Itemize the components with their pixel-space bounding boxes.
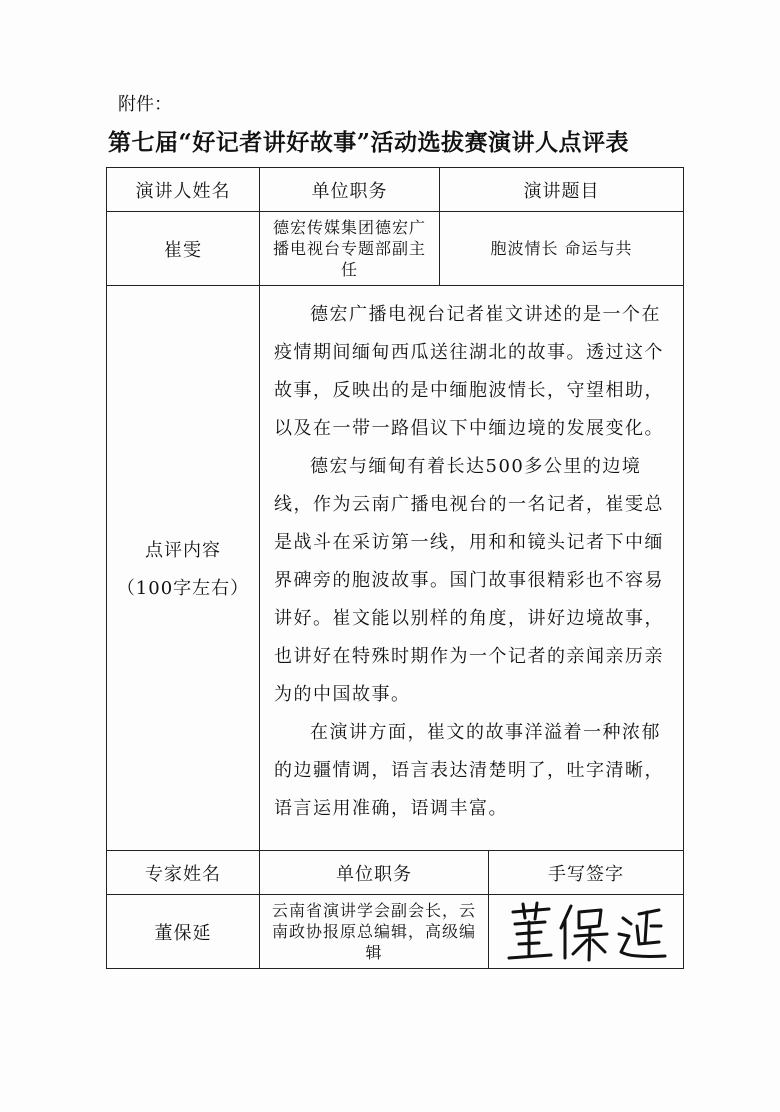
review-paragraph: 在演讲方面，崔文的故事洋溢着一种浓郁的边疆情调，语言表达清楚明了，吐字清晰，语言运用准确，语调丰富。 [274, 722, 664, 819]
expert-row [107, 895, 684, 969]
speaker-unit: 德宏传媒集团德宏广播电视台专题部副主任 [260, 212, 440, 286]
header-speaker-name: 演讲人姓名 [107, 168, 260, 212]
handwritten-signature [489, 895, 684, 969]
expert-name: 董保延 [107, 895, 260, 969]
document-title: 第七届“好记者讲好故事”活动选拔赛演讲人点评表 [108, 129, 629, 156]
review-content [260, 286, 684, 851]
header-signature: 手写签字 [489, 851, 684, 895]
attachment-label: 附件： [118, 94, 172, 115]
review-label-cell [107, 286, 260, 851]
expert-header-row [107, 851, 684, 895]
speaker-name: 崔雯 [107, 212, 260, 286]
review-paragraph: 德宏与缅甸有着长达500多公里的边境线，作为云南广播电视台的一名记者，崔雯总是战斗在采访第一线，用和和镜头记者下中缅界碑旁的胞波故事。国门故事很精彩也不容易讲好。崔文能以别样的角度，讲好边境故事，也讲好在特殊时期作为一个记者的亲闻亲历亲为的中国故事。 [274, 456, 664, 705]
review-label: 点评内容 [145, 540, 221, 561]
review-sublabel: （100字左右） [116, 578, 250, 599]
header-expert-name: 专家姓名 [107, 851, 260, 895]
speaker-row [107, 212, 684, 286]
speaker-header-row [107, 168, 684, 212]
header-unit-position: 单位职务 [260, 168, 440, 212]
header-speech-topic: 演讲题目 [440, 168, 684, 212]
signature-image [501, 898, 671, 966]
speech-topic: 胞波情长 命运与共 [440, 212, 684, 286]
header-expert-unit: 单位职务 [260, 851, 489, 895]
review-form-table [106, 167, 684, 969]
review-paragraph: 德宏广播电视台记者崔文讲述的是一个在疫情期间缅甸西瓜送往湖北的故事。透过这个故事，反映出的是中缅胞波情长，守望相助，以及在一带一路倡议下中缅边境的发展变化。 [274, 304, 664, 439]
expert-unit: 云南省演讲学会副会长，云南政协报原总编辑，高级编辑 [260, 895, 489, 969]
review-row [107, 286, 684, 851]
